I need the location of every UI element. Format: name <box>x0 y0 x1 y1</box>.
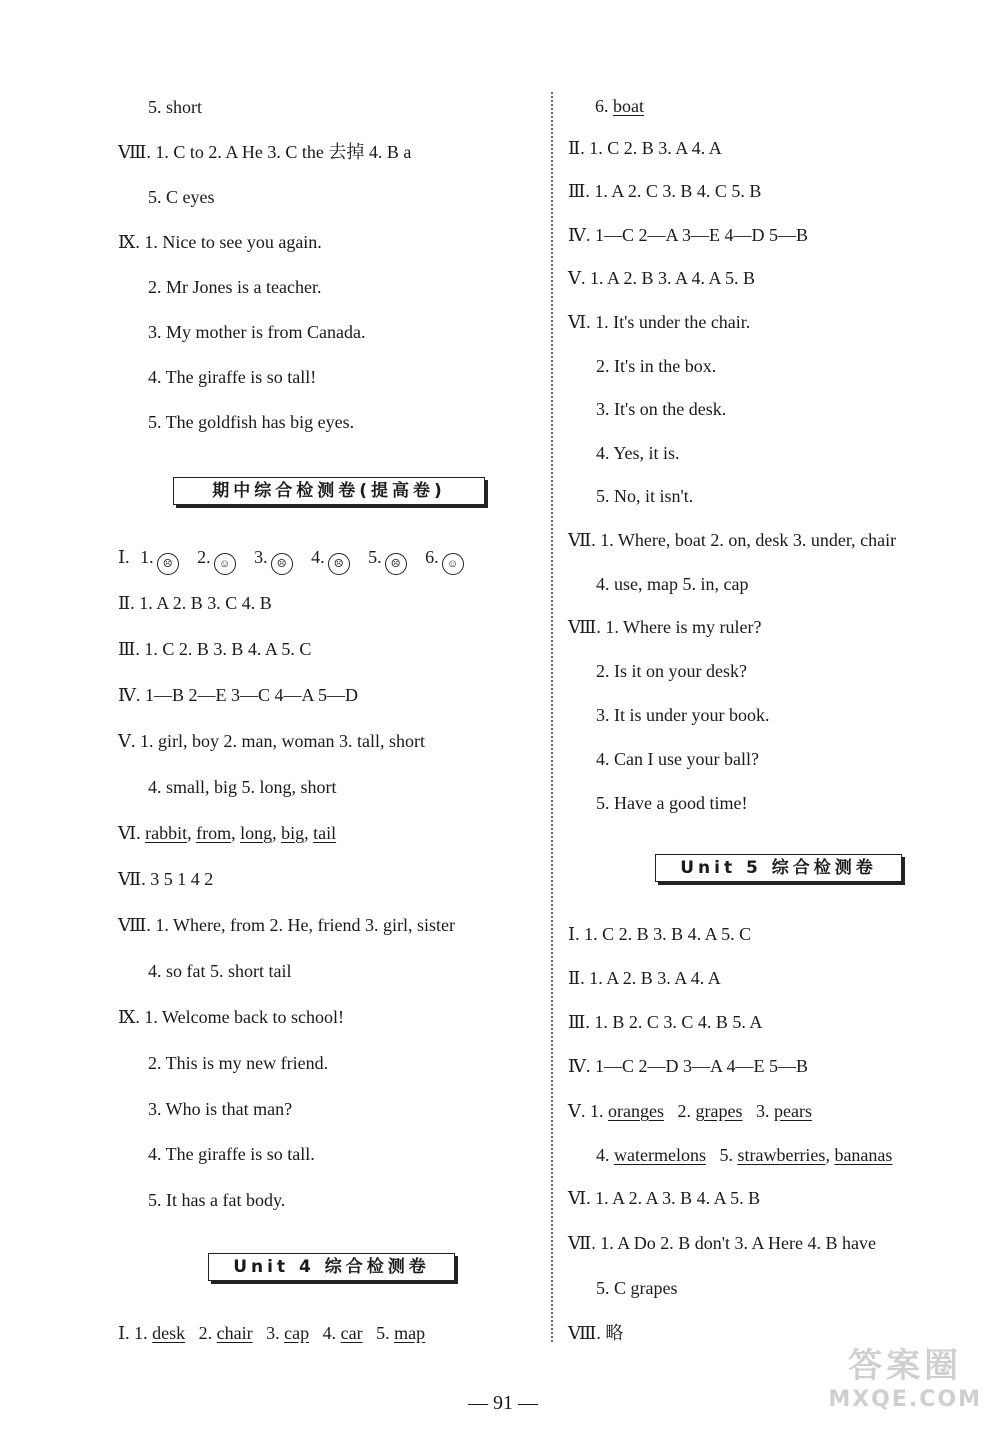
answer-line: 3. It is under your book. <box>596 705 770 725</box>
answer-line: Ⅱ. 1. A 2. B 3. C 4. B <box>118 593 272 613</box>
answer-line: 3. My mother is from Canada. <box>148 322 366 342</box>
underlined-word: rabbit <box>145 823 188 843</box>
answer-line: Ⅷ. 1. Where is my ruler? <box>568 617 762 637</box>
face-number: 6. <box>425 547 439 567</box>
answer-line: 5. C eyes <box>148 187 215 207</box>
section-banner-midterm: 期中综合检测卷(提高卷) <box>173 477 485 505</box>
answer-line: Ⅴ. 1. girl, boy 2. man, woman 3. tall, short <box>118 731 425 751</box>
underlined-word: big <box>281 823 305 843</box>
underlined-word: grapes <box>695 1101 743 1121</box>
answer-line: 2. This is my new friend. <box>148 1053 329 1073</box>
underlined-word: pears <box>773 1101 812 1121</box>
sad-face-icon: ☹ <box>157 553 179 575</box>
answer-line: 2. Is it on your desk? <box>596 661 747 681</box>
section-numeral: Ⅴ. 1. <box>568 1101 608 1121</box>
answer-line: Ⅴ. 1. A 2. B 3. A 4. A 5. B <box>568 268 756 288</box>
section-numeral: Ⅰ. 1. <box>118 1323 153 1343</box>
answer-line: Ⅰ. 1. C 2. B 3. B 4. A 5. C <box>568 924 752 944</box>
answer-line: Ⅷ. 1. Where, from 2. He, friend 3. girl, sister <box>118 915 455 935</box>
answer-line: Ⅳ. 1—B 2—E 3—C 4—A 5—D <box>118 685 358 705</box>
answer-line: Ⅲ. 1. B 2. C 3. C 4. B 5. A <box>568 1012 763 1032</box>
smile-face-icon: ☺ <box>442 553 464 575</box>
answer-line: 4. use, map 5. in, cap <box>596 574 749 594</box>
answer-line: 5. short <box>148 97 202 117</box>
answer-line: 3. It's on the desk. <box>596 399 727 419</box>
answer-line: Ⅳ. 1—C 2—A 3—E 4—D 5—B <box>568 225 808 245</box>
answer-line: Ⅲ. 1. A 2. C 3. B 4. C 5. B <box>568 181 762 201</box>
answer-line: Ⅶ. 1. A Do 2. B don't 3. A Here 4. B have <box>568 1233 876 1253</box>
face-number: 1. <box>140 547 154 567</box>
underlined-word: from <box>196 823 232 843</box>
answer-line: Ⅵ. 1. It's under the chair. <box>568 312 751 332</box>
underlined-words-line: Ⅵ. rabbit, from, long, big, tail <box>118 823 337 843</box>
answer-line: 4. small, big 5. long, short <box>148 777 337 797</box>
underlined-word: car <box>340 1323 363 1343</box>
smile-face-icon: ☺ <box>214 553 236 575</box>
item-number: 5. <box>719 1145 738 1165</box>
answer-line: 5. C grapes <box>596 1278 678 1298</box>
item-number: 2. <box>198 1323 217 1343</box>
underlined-word: long <box>240 823 273 843</box>
answer-line: Ⅵ. 1. A 2. A 3. B 4. A 5. B <box>568 1188 761 1208</box>
underlined-word: chair <box>216 1323 253 1343</box>
faces-answer-line <box>118 545 464 575</box>
underlined-word: cap <box>284 1323 310 1343</box>
answer-line: Ⅷ. 1. C to 2. A He 3. C the 去掉 4. B a <box>118 142 412 162</box>
underlined-word: strawberries <box>737 1145 826 1165</box>
answer-line: 5. The goldfish has big eyes. <box>148 412 355 432</box>
watermark-logo <box>828 1338 982 1412</box>
item-number: 4. <box>596 1145 614 1165</box>
underlined-word: desk <box>152 1323 186 1343</box>
column-divider <box>551 92 553 1342</box>
item-number: 6. <box>595 96 613 116</box>
answer-line: Ⅸ. 1. Welcome back to school! <box>118 1007 345 1027</box>
answer-line: Ⅱ. 1. A 2. B 3. A 4. A <box>568 968 721 988</box>
item-number: 3. <box>266 1323 285 1343</box>
sad-face-icon: ☹ <box>385 553 407 575</box>
underlined-words-line <box>568 1099 812 1123</box>
face-number: 4. <box>311 547 325 567</box>
sad-face-icon: ☹ <box>328 553 350 575</box>
section-numeral: Ⅵ. <box>118 823 146 843</box>
answer-line: 5. Have a good time! <box>596 793 748 813</box>
section-numeral: Ⅰ. <box>118 547 130 567</box>
answer-line: 5. No, it isn't. <box>596 486 694 506</box>
answer-line: Ⅲ. 1. C 2. B 3. B 4. A 5. C <box>118 639 312 659</box>
answer-line: 4. The giraffe is so tall! <box>148 367 317 387</box>
answer-line: 4. Yes, it is. <box>596 443 680 463</box>
item-number: 2. <box>677 1101 696 1121</box>
answer-line: Ⅶ. 3 5 1 4 2 <box>118 869 214 889</box>
item-number: 3. <box>755 1101 774 1121</box>
face-number: 2. <box>197 547 211 567</box>
answer-line: 4. Can I use your ball? <box>596 749 759 769</box>
answer-line: Ⅶ. 1. Where, boat 2. on, desk 3. under, chair <box>568 530 897 550</box>
underlined-word: map <box>394 1323 426 1343</box>
answer-line: 4. so fat 5. short tail <box>148 961 292 981</box>
answer-line: Ⅳ. 1—C 2—D 3—A 4—E 5—B <box>568 1056 808 1076</box>
section-banner-unit4: Unit 4 综合检测卷 <box>208 1253 455 1281</box>
page-number: — 91 — <box>468 1392 538 1414</box>
underlined-word: oranges <box>608 1101 664 1121</box>
underlined-word: boat <box>613 96 644 116</box>
underlined-words-line <box>118 1321 425 1345</box>
answer-line: 4. The giraffe is so tall. <box>148 1144 315 1164</box>
section-banner-unit5: Unit 5 综合检测卷 <box>655 854 902 882</box>
item-number: 5. <box>376 1323 395 1343</box>
face-number: 3. <box>254 547 268 567</box>
answer-line: 2. It's in the box. <box>596 356 717 376</box>
answer-line: Ⅱ. 1. C 2. B 3. A 4. A <box>568 138 722 158</box>
watermark-url: MXQE.COM <box>828 1387 982 1412</box>
answer-line: 3. Who is that man? <box>148 1099 293 1119</box>
underlined-word: bananas <box>834 1145 893 1165</box>
watermark-text: 答案圈 <box>848 1346 963 1386</box>
answer-line: 2. Mr Jones is a teacher. <box>148 277 322 297</box>
item-number: 4. <box>322 1323 341 1343</box>
sad-face-icon: ☹ <box>271 553 293 575</box>
underlined-word: tail <box>313 823 337 843</box>
answer-line: Ⅷ. 略 <box>568 1323 624 1343</box>
underlined-words-line: 4. watermelons 5. strawberries, bananas <box>596 1145 893 1165</box>
face-number: 5. <box>368 547 382 567</box>
underlined-word: watermelons <box>614 1145 706 1165</box>
answer-line: Ⅸ. 1. Nice to see you again. <box>118 232 322 252</box>
answer-line: 5. It has a fat body. <box>148 1190 286 1210</box>
underlined-words-line <box>595 94 644 118</box>
